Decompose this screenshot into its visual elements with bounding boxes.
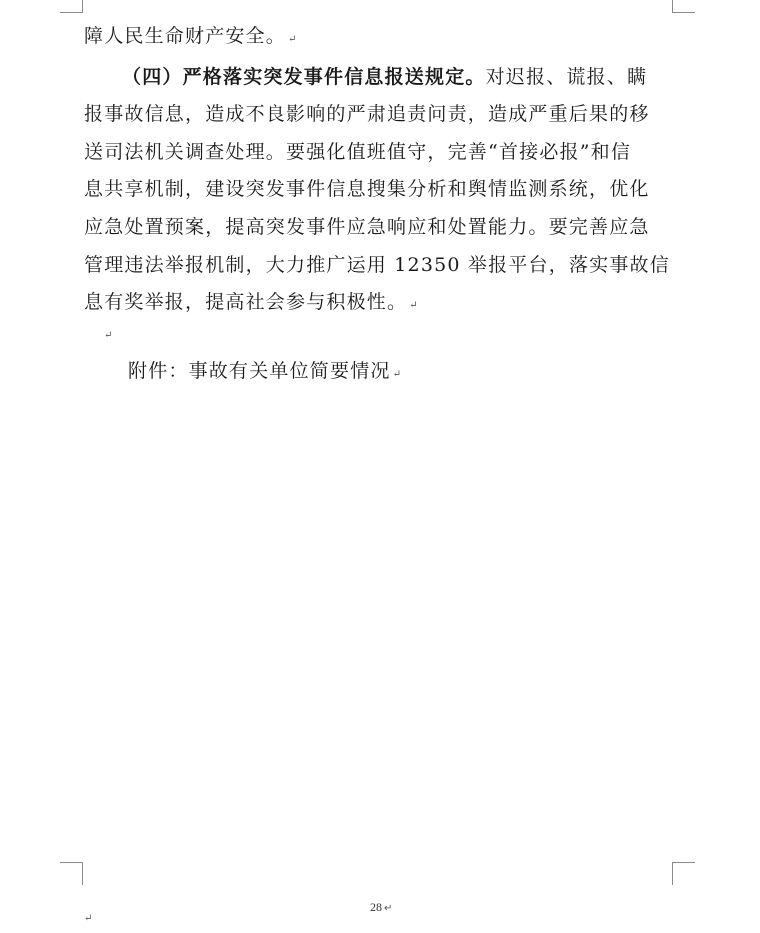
paragraph-section-4[interactable]: [84, 59, 674, 325]
text-line: [84, 134, 674, 172]
line-text: 送司法机关调查处理。要强化值班值守，完善“首接必报”和信: [84, 140, 632, 163]
paragraph-continuation[interactable]: [84, 18, 674, 59]
page-number-text: 28: [370, 900, 382, 914]
page-corner-mark-bottom-left: [60, 862, 83, 885]
page-number: [370, 900, 392, 915]
attachment-line[interactable]: [128, 356, 401, 383]
empty-paragraph-mark-icon: ↵: [104, 330, 113, 341]
line-text: 报事故信息，造成不良影响的严肃追责问责，造成严重后果的移: [84, 103, 650, 126]
text-line: [84, 247, 674, 285]
line-text: 息共享机制，建设突发事件信息搜集分析和舆情监测系统，优化: [84, 178, 650, 201]
line-text: 对迟报、谎报、瞒: [485, 65, 648, 88]
document-body[interactable]: [84, 18, 674, 325]
page-corner-mark-top-left: [60, 0, 83, 13]
line-text: 管理违法举报机制，大力推广运用 12350 举报平台，落实事故信: [84, 253, 670, 276]
footer-paragraph-mark-icon: ↵: [84, 913, 93, 924]
paragraph-mark-icon: ↵: [392, 369, 401, 380]
page-corner-mark-bottom-right: [672, 862, 695, 885]
line-text: 应急处置预案，提高突发事件应急响应和处置能力。要完善应急: [84, 215, 650, 238]
paragraph-mark-icon: ↵: [409, 300, 418, 312]
page-corner-mark-top-right: [672, 0, 695, 13]
text-line: [84, 284, 674, 325]
text-line: [84, 96, 674, 134]
paragraph-mark-icon: ↵: [384, 903, 393, 914]
line-text: 息有奖举报，提高社会参与积极性。: [84, 291, 408, 314]
text-line: [84, 209, 674, 247]
section-heading: （四）严格落实突发事件信息报送规定。: [122, 65, 486, 88]
line-text: 障人民生命财产安全。: [84, 25, 287, 47]
text-line: [84, 59, 674, 97]
text-line: [84, 171, 674, 209]
paragraph-mark-icon: ↵: [288, 34, 297, 45]
attachment-text: 附件：事故有关单位简要情况: [128, 360, 391, 382]
text-line: [84, 18, 674, 59]
